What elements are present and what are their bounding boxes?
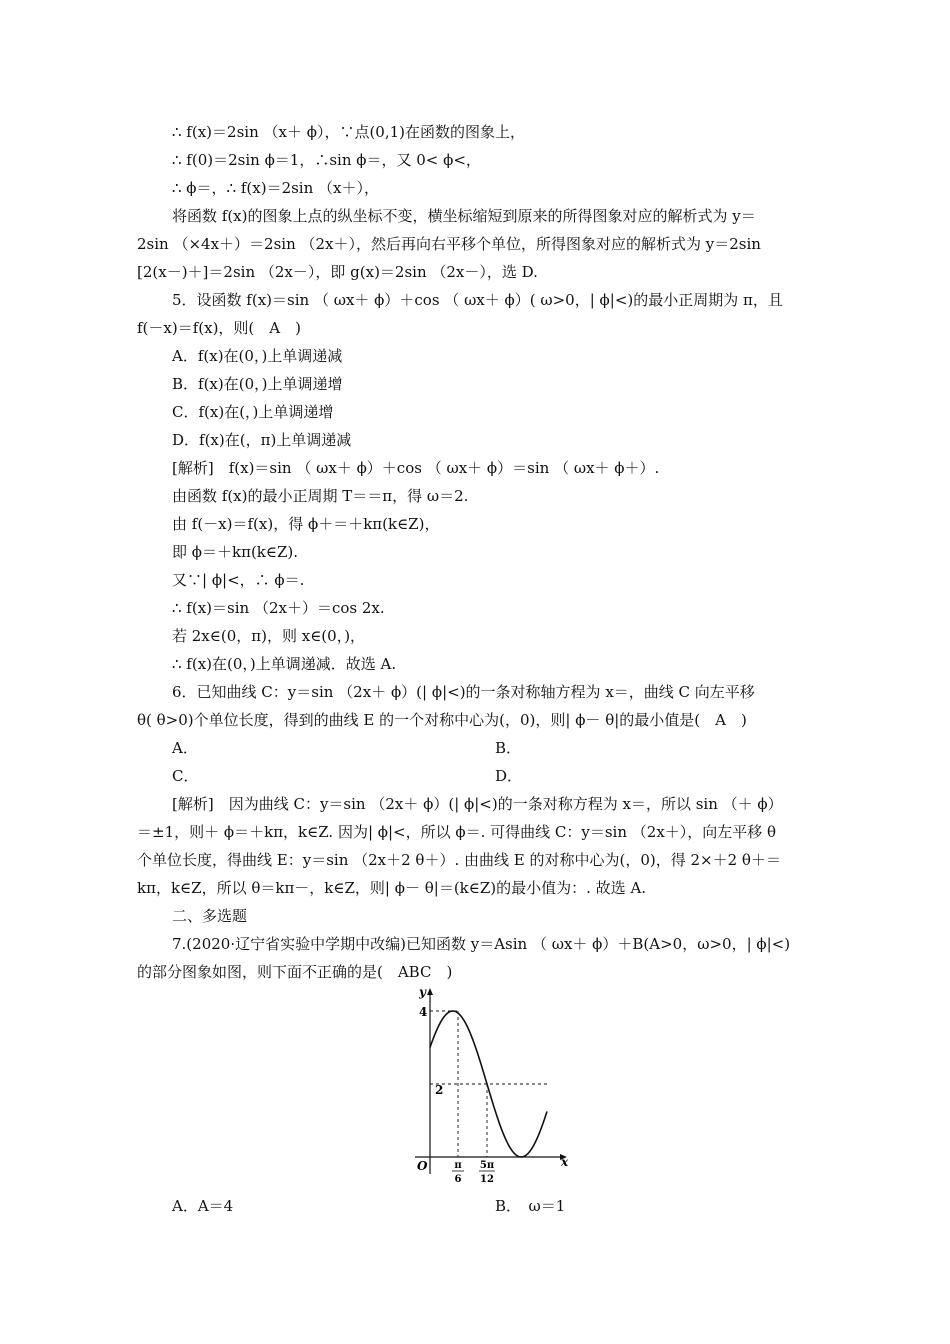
question-6-option-b: B． <box>495 739 522 757</box>
question-6-solution-1: [解析] 因为曲线 C：y＝sin （2x＋ ϕ）(| ϕ|<)的一条对称方程为 x＝，所以 sin （＋ ϕ） <box>172 795 783 813</box>
question-6-solution-2: ＝±1，则＋ ϕ＝＋kπ，k∈Z. 因为| ϕ|<，所以 ϕ＝. 可得曲线 C：y＝sin （2x＋），向左平移 θ <box>137 823 777 841</box>
y-tick-2: 2 <box>435 1083 444 1097</box>
question-5-option-a: A．f(x)在(0，)上单调递减 <box>172 347 343 365</box>
question-5-solution-6: ∴ f(x)＝sin （2x＋）＝cos 2x. <box>172 599 385 617</box>
question-5-stem: 5．设函数 f(x)＝sin （ ωx＋ ϕ）＋cos （ ωx＋ ϕ）( ω>0，| ϕ|<)的最小正周期为 π，且 <box>172 291 783 309</box>
question-6-option-c: C． <box>172 767 199 785</box>
question-6-stem: 6．已知曲线 C：y＝sin （2x＋ ϕ）(| ϕ|<)的一条对称轴方程为 x＝，曲线 C 向左平移 <box>172 683 755 701</box>
section-heading-multi-choice: 二、多选题 <box>172 907 248 925</box>
text-line-6: [2(x－)＋]＝2sin （2x－），即 g(x)＝2sin （2x－），选 D. <box>137 263 538 281</box>
origin-label: O <box>417 1159 428 1173</box>
y-axis-label: y <box>419 985 426 999</box>
question-5-option-c: C．f(x)在(，)上单调递增 <box>172 403 334 421</box>
question-7-stem: 7.(2020·辽宁省实验中学期中改编)已知函数 y＝Asin （ ωx＋ ϕ）＋B(A>0，ω>0，| ϕ|<) <box>172 935 791 953</box>
sine-curve <box>430 1011 547 1157</box>
question-5-option-d: D．f(x)在(，π)上单调递减 <box>172 431 352 449</box>
x-axis-label: x <box>561 1155 569 1169</box>
question-5-solution-7: 若 2x∈(0，π)，则 x∈(0，)， <box>172 627 366 645</box>
y-axis-arrow <box>427 988 433 995</box>
question-7-stem-cont: 的部分图象如图，则下面不正确的是( ABC ) <box>137 963 453 981</box>
question-5-solution-4: 即 ϕ＝＋kπ(k∈Z). <box>172 543 299 561</box>
question-5-solution-3: 由 f(－x)＝f(x)，得 ϕ＋＝＋kπ(k∈Z)， <box>172 515 440 533</box>
text-line-1: ∴ f(x)＝2sin （x＋ ϕ），∵点(0,1)在函数的图象上， <box>172 123 526 141</box>
question-6-option-d: D． <box>495 767 523 785</box>
question-6-solution-4: kπ，k∈Z，所以 θ＝kπ－，k∈Z，则| ϕ－ θ|＝(k∈Z)的最小值为：. 故选 A. <box>137 879 647 897</box>
text-line-5: 2sin （×4x＋）＝2sin （2x＋），然后再向右平移个单位，所得图象对应的解析式为 y＝2sin <box>137 235 761 253</box>
question-5-solution-8: ∴ f(x)在(0，)上单调递减．故选 A. <box>172 655 397 673</box>
question-5-stem-cont: f(－x)＝f(x)，则( A ) <box>137 319 301 337</box>
question-6-stem-cont: θ( θ>0)个单位长度，得到的曲线 E 的一个对称中心为(，0)，则| ϕ－ θ|的最小值是( A ) <box>137 711 747 729</box>
question-5-option-b: B．f(x)在(0，)上单调递增 <box>172 375 343 393</box>
x-tick-pi6-denominator: 6 <box>454 1174 462 1185</box>
question-6-solution-3: 个单位长度，得曲线 E：y＝sin （2x＋2 θ＋）. 由曲线 E 的对称中心为(，0)，得 2×＋2 θ＋＝ <box>137 851 781 869</box>
y-tick-4: 4 <box>419 1005 428 1019</box>
x-tick-5pi12-numerator: 5π <box>479 1160 495 1171</box>
question-5-solution-1: [解析] f(x)＝sin （ ωx＋ ϕ）＋cos （ ωx＋ ϕ）＝sin （ ωx＋ ϕ＋）. <box>172 459 660 477</box>
question-7-option-b: B． ω＝1 <box>495 1197 566 1215</box>
text-line-2: ∴ f(0)＝2sin ϕ＝1，∴sin ϕ＝，又 0< ϕ<， <box>172 151 481 169</box>
text-line-4: 将函数 f(x)的图象上点的纵坐标不变，横坐标缩短到原来的所得图象对应的解析式为 y＝ <box>172 207 756 225</box>
x-tick-5pi12-denominator: 12 <box>480 1174 494 1185</box>
text-line-3: ∴ ϕ＝，∴ f(x)＝2sin （x＋）， <box>172 179 379 197</box>
question-5-solution-2: 由函数 f(x)的最小正周期 T＝＝π，得 ω＝2. <box>172 487 469 505</box>
question-6-option-a: A． <box>172 739 198 757</box>
x-tick-pi6-numerator: π <box>454 1160 462 1171</box>
question-7-option-a: A．A＝4 <box>172 1197 234 1215</box>
question-5-solution-5: 又∵| ϕ|<，∴ ϕ＝. <box>172 571 305 589</box>
sine-graph-figure <box>405 978 580 1188</box>
